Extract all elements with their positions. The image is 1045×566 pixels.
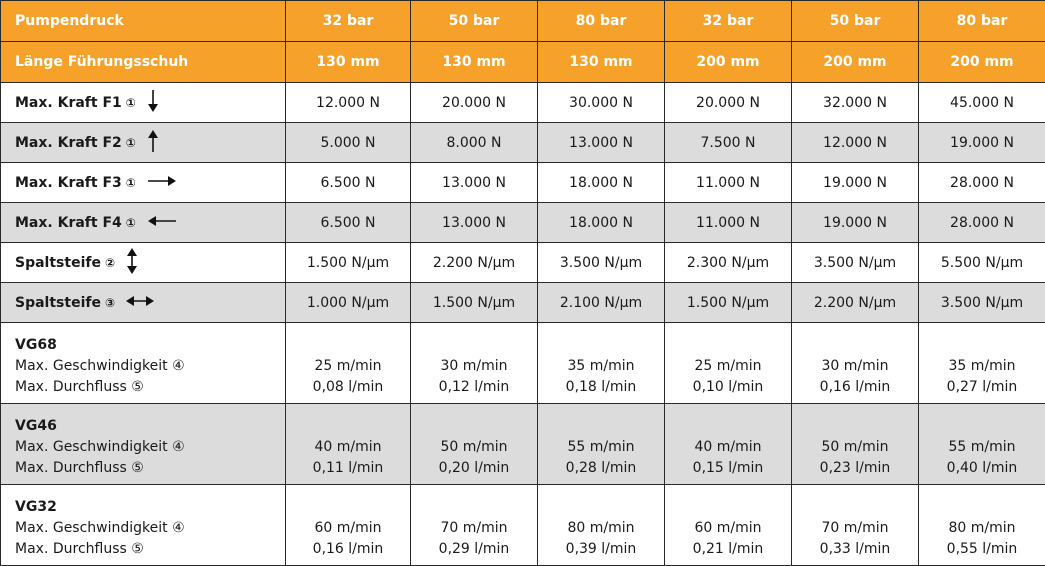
row-label-cell <box>1 83 286 123</box>
value-cell: 11.000 N <box>665 163 792 203</box>
value-cell: 3.500 N/µm <box>538 243 665 283</box>
pressure-cell: 50 bar <box>411 1 538 42</box>
flow-label: Max. Durchfluss ⑤ <box>15 377 285 398</box>
value-cell: 6.500 N <box>286 203 411 243</box>
flow-value: 0,08 l/min <box>286 377 410 398</box>
arrow-up-icon <box>146 128 160 158</box>
pressure-cell: 32 bar <box>286 1 411 42</box>
group-label-cell <box>1 485 286 566</box>
value-cell: 2.200 N/µm <box>792 283 919 323</box>
flow-value: 0,11 l/min <box>286 458 410 479</box>
row-label-cell <box>1 203 286 243</box>
group-value-cell <box>286 323 411 404</box>
group-value-cell <box>919 323 1045 404</box>
group-value-cell <box>411 404 538 485</box>
table-row <box>1 163 1045 203</box>
flow-value: 0,23 l/min <box>792 458 918 479</box>
table-row <box>1 404 1045 485</box>
flow-value: 0,15 l/min <box>665 458 791 479</box>
arrow-right-icon <box>146 174 178 192</box>
pressure-cell: 32 bar <box>665 1 792 42</box>
group-value-cell <box>538 404 665 485</box>
speed-value: 25 m/min <box>665 356 791 377</box>
flow-value: 0,33 l/min <box>792 539 918 560</box>
speed-label: Max. Geschwindigkeit ④ <box>15 518 285 539</box>
value-cell: 12.000 N <box>286 83 411 123</box>
group-value-cell <box>665 404 792 485</box>
flow-value: 0,21 l/min <box>665 539 791 560</box>
value-cell: 5.500 N/µm <box>919 243 1045 283</box>
group-label-cell <box>1 404 286 485</box>
table-row <box>1 323 1045 404</box>
group-value-cell <box>411 485 538 566</box>
value-cell: 19.000 N <box>792 163 919 203</box>
table-row <box>1 283 1045 323</box>
speed-value: 30 m/min <box>792 356 918 377</box>
flow-label: Max. Durchfluss ⑤ <box>15 458 285 479</box>
speed-label: Max. Geschwindigkeit ④ <box>15 356 285 377</box>
value-cell: 20.000 N <box>665 83 792 123</box>
group-name: VG68 <box>15 335 285 356</box>
value-cell: 2.300 N/µm <box>665 243 792 283</box>
flow-value: 0,20 l/min <box>411 458 537 479</box>
length-cell: 200 mm <box>792 42 919 83</box>
value-cell: 19.000 N <box>919 123 1045 163</box>
value-cell: 1.000 N/µm <box>286 283 411 323</box>
group-value-cell <box>919 404 1045 485</box>
flow-value: 0,39 l/min <box>538 539 664 560</box>
length-label: Länge Führungsschuh <box>1 42 286 83</box>
speed-value: 35 m/min <box>919 356 1045 377</box>
row-label-cell <box>1 243 286 283</box>
row-label-cell <box>1 123 286 163</box>
value-cell: 18.000 N <box>538 203 665 243</box>
speed-value: 35 m/min <box>538 356 664 377</box>
value-cell: 32.000 N <box>792 83 919 123</box>
speed-value: 55 m/min <box>919 437 1045 458</box>
row-label: Max. Kraft F3 <box>15 175 122 191</box>
flow-value: 0,40 l/min <box>919 458 1045 479</box>
pressure-cell: 50 bar <box>792 1 919 42</box>
value-cell: 1.500 N/µm <box>411 283 538 323</box>
value-cell: 12.000 N <box>792 123 919 163</box>
group-value-cell <box>792 485 919 566</box>
footnote-marker: ① <box>126 136 136 150</box>
value-cell: 19.000 N <box>792 203 919 243</box>
flow-value: 0,28 l/min <box>538 458 664 479</box>
row-label-cell <box>1 283 286 323</box>
length-cell: 200 mm <box>665 42 792 83</box>
footnote-marker: ② <box>105 256 115 270</box>
arrow-left-icon <box>146 214 178 232</box>
group-value-cell <box>411 323 538 404</box>
speed-value: 40 m/min <box>286 437 410 458</box>
flow-value: 0,12 l/min <box>411 377 537 398</box>
row-label: Max. Kraft F4 <box>15 215 122 231</box>
footnote-marker: ① <box>126 96 136 110</box>
speed-value: 30 m/min <box>411 356 537 377</box>
table-row <box>1 485 1045 566</box>
row-label-cell <box>1 163 286 203</box>
group-value-cell <box>286 485 411 566</box>
speed-value: 80 m/min <box>538 518 664 539</box>
length-cell: 130 mm <box>286 42 411 83</box>
value-cell: 28.000 N <box>919 203 1045 243</box>
footnote-marker: ① <box>126 176 136 190</box>
row-label: Max. Kraft F1 <box>15 95 122 111</box>
value-cell: 3.500 N/µm <box>919 283 1045 323</box>
speed-value: 55 m/min <box>538 437 664 458</box>
row-label: Spaltsteife <box>15 295 101 311</box>
value-cell: 13.000 N <box>411 203 538 243</box>
group-value-cell <box>286 404 411 485</box>
group-value-cell <box>538 485 665 566</box>
table-row <box>1 83 1045 123</box>
speed-value: 60 m/min <box>286 518 410 539</box>
group-name: VG46 <box>15 416 285 437</box>
value-cell: 13.000 N <box>538 123 665 163</box>
value-cell: 13.000 N <box>411 163 538 203</box>
value-cell: 28.000 N <box>919 163 1045 203</box>
flow-value: 0,16 l/min <box>286 539 410 560</box>
speed-value: 40 m/min <box>665 437 791 458</box>
footnote-marker: ① <box>126 216 136 230</box>
group-value-cell <box>792 323 919 404</box>
table-row <box>1 243 1045 283</box>
value-cell: 45.000 N <box>919 83 1045 123</box>
flow-value: 0,55 l/min <box>919 539 1045 560</box>
value-cell: 20.000 N <box>411 83 538 123</box>
flow-value: 0,27 l/min <box>919 377 1045 398</box>
group-name: VG32 <box>15 497 285 518</box>
pressure-cell: 80 bar <box>919 1 1045 42</box>
length-cell: 130 mm <box>538 42 665 83</box>
value-cell: 30.000 N <box>538 83 665 123</box>
table-row <box>1 203 1045 243</box>
row-label: Max. Kraft F2 <box>15 135 122 151</box>
group-value-cell <box>919 485 1045 566</box>
speed-value: 70 m/min <box>792 518 918 539</box>
group-value-cell <box>665 485 792 566</box>
header-row-pressure <box>1 1 1045 42</box>
value-cell: 6.500 N <box>286 163 411 203</box>
value-cell: 8.000 N <box>411 123 538 163</box>
speed-label: Max. Geschwindigkeit ④ <box>15 437 285 458</box>
table-row <box>1 123 1045 163</box>
flow-value: 0,10 l/min <box>665 377 791 398</box>
arrow-horizontal-double-icon <box>125 294 155 312</box>
group-value-cell <box>538 323 665 404</box>
speed-value: 80 m/min <box>919 518 1045 539</box>
flow-label: Max. Durchfluss ⑤ <box>15 539 285 560</box>
group-value-cell <box>665 323 792 404</box>
value-cell: 5.000 N <box>286 123 411 163</box>
value-cell: 11.000 N <box>665 203 792 243</box>
flow-value: 0,16 l/min <box>792 377 918 398</box>
value-cell: 2.100 N/µm <box>538 283 665 323</box>
value-cell: 7.500 N <box>665 123 792 163</box>
arrow-vertical-double-icon <box>125 247 139 279</box>
group-label-cell <box>1 323 286 404</box>
arrow-down-icon <box>146 88 160 118</box>
row-label: Spaltsteife <box>15 255 101 271</box>
speed-value: 70 m/min <box>411 518 537 539</box>
value-cell: 1.500 N/µm <box>665 283 792 323</box>
footnote-marker: ③ <box>105 296 115 310</box>
flow-value: 0,29 l/min <box>411 539 537 560</box>
speed-value: 25 m/min <box>286 356 410 377</box>
speed-value: 60 m/min <box>665 518 791 539</box>
length-cell: 130 mm <box>411 42 538 83</box>
pressure-cell: 80 bar <box>538 1 665 42</box>
value-cell: 1.500 N/µm <box>286 243 411 283</box>
value-cell: 18.000 N <box>538 163 665 203</box>
header-row-length <box>1 42 1045 83</box>
value-cell: 2.200 N/µm <box>411 243 538 283</box>
speed-value: 50 m/min <box>411 437 537 458</box>
value-cell: 3.500 N/µm <box>792 243 919 283</box>
pressure-label: Pumpendruck <box>1 1 286 42</box>
group-value-cell <box>792 404 919 485</box>
speed-value: 50 m/min <box>792 437 918 458</box>
flow-value: 0,18 l/min <box>538 377 664 398</box>
length-cell: 200 mm <box>919 42 1045 83</box>
